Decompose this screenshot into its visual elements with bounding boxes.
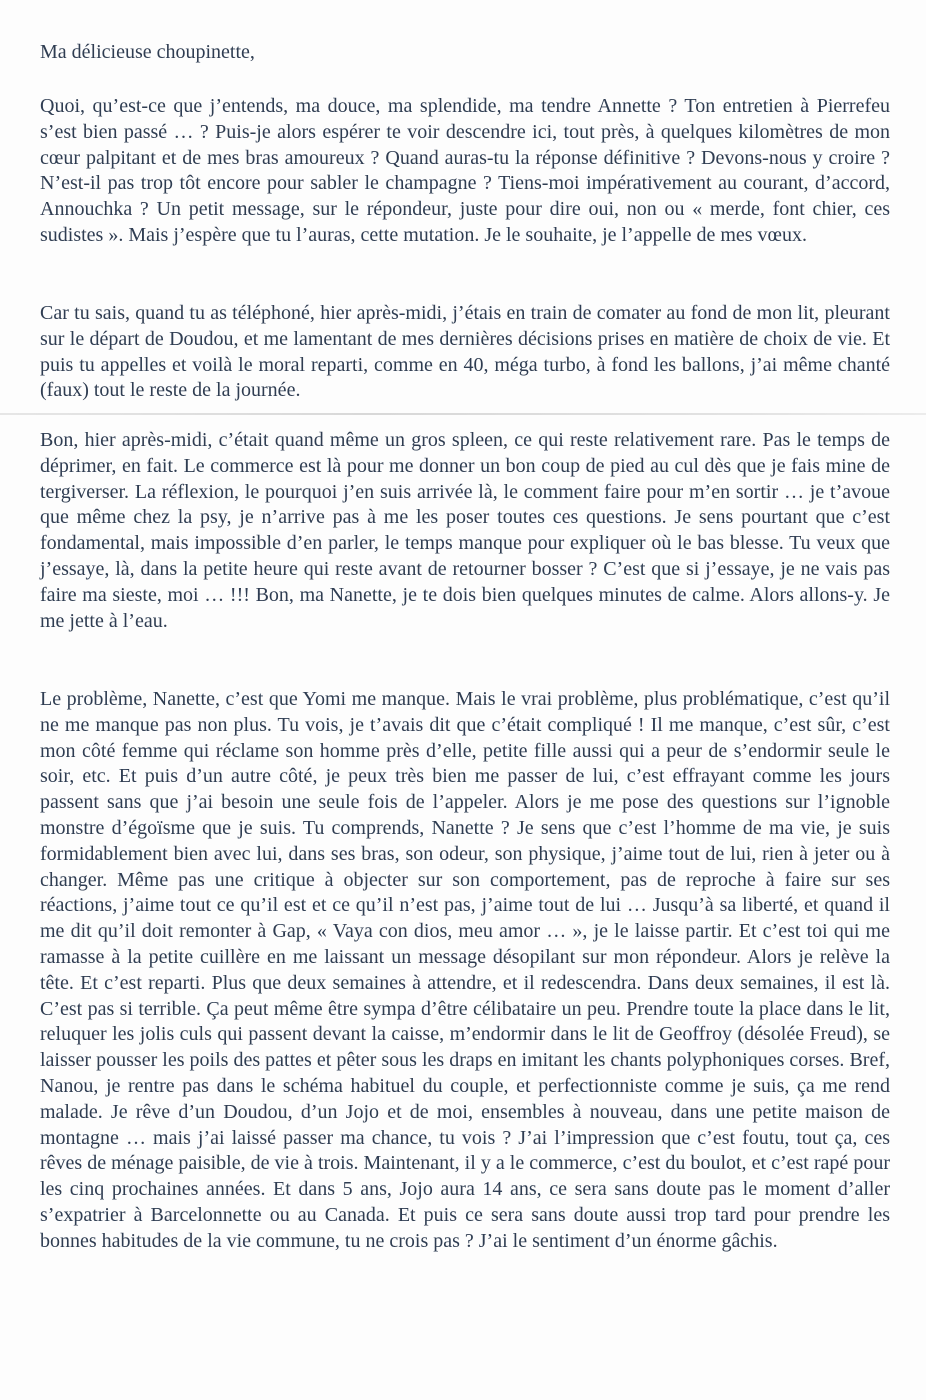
letter-paragraph-3: Bon, hier après-midi, c’était quand même un gros spleen, ce qui reste relativement rare. Pas le temps de déprimer, en fait. Le commerce est là pour me donner un bon coup de pied au cul dès que je fais mine de tergiverser. La réflexion, le pourquoi j’en suis arrivée là, le comment faire pour m’en sortir … je t’avoue que même chez la psy, je n’arrive pas à me les poser toutes ces questions. Je sens pourtant que c’est fondamental, mais impossible d’en parler, le temps manque pour expliquer où le bas blesse. Tu veux que j’essaye, là, dans la petite heure qui reste avant de retourner bosser ? C’est que si j’essaye, je ne vais pas faire ma sieste, moi … !!! Bon, ma Nanette, je te dois bien quelques minutes de calme. Alors allons-y. Je me jette à l’eau. (40, 429, 890, 632)
letter-paragraph-2: Car tu sais, quand tu as téléphoné, hier après-midi, j’étais en train de comater au fond de mon lit, pleurant sur le départ de Doudou, et me lamentant de mes dernières décisions prises en matière de choix de vie. Et puis tu appelles et voilà le moral reparti, comme en 40, méga turbo, à fond les ballons, j’ai même chanté (faux) tout le reste de la journée. (40, 302, 890, 402)
page-fold-line (0, 413, 926, 415)
letter-paragraph-4: Le problème, Nanette, c’est que Yomi me manque. Mais le vrai problème, plus problématique, c’est qu’il ne me manque pas non plus. Tu vois, je t’avais dit que c’était compliqué ! Il me manque, c’est sûr, c’est mon côté femme qui réclame son homme près d’elle, petite fille aussi qui a peur de s’endormir seule le soir, etc. Et puis d’un autre côté, je peux très bien me passer de lui, c’est effrayant comme les jours passent sans que j’ai besoin une seule fois de l’appeler. Alors je me pose des questions sur l’ignoble monstre d’égoïsme que je suis. Tu comprends, Nanette ? Je sens que c’est l’homme de ma vie, je suis formidablement bien avec lui, dans ses bras, son odeur, son physique, j’aime tout de lui, rien à jeter ou à changer. Même pas une critique à objecter sur son comportement, pas de reproche à faire sur ses réactions, j’aime tout ce qu’il est et ce qu’il n’est pas, j’aime tout de lui … Jusqu’à sa liberté, et quand il me dit qu’il doit remonter à Gap, « Vaya con dios, meu amor … », je le laisse partir. Et c’est toi qui me ramasse à la petite cuillère en me laissant un message désopilant sur mon répondeur. Alors je relève la tête. Et c’est reparti. Plus que deux semaines à attendre, et il redescendra. Dans deux semaines, il est là. C’est pas si terrible. Ça peut même être sympa d’être célibataire un peu. Prendre toute la place dans le lit, reluquer les jolis culs qui passent devant la caisse, m’endormir dans le lit de Geoffroy (désolée Freud), se laisser pousser les poils des pattes et pêter sous les draps en imitant les chants polyphoniques corses. Bref, Nanou, je rentre pas dans le schéma habituel du couple, et perfectionniste comme je suis, ça me rend malade. Je rêve d’un Doudou, d’un Jojo et de moi, ensembles à nouveau, dans une petite maison de montagne … mais j’ai laissé passer ma chance, tu vois ? J’ai l’impression que c’est foutu, tout ça, ces rêves de ménage paisible, de vie à trois. Maintenant, il y a le commerce, c’est du boulot, et c’est rapé pour les cinq prochaines années. Et dans 5 ans, Jojo aura 14 ans, ce sera sans doute pas le moment d’aller s’expatrier à Barcelonnette ou au Canada. Et puis ce sera sans doute aussi trop tard pour prendre les bonnes habitudes de la vie commune, tu ne crois pas ? J’ai le sentiment d’un énorme gâchis. (40, 688, 890, 1252)
letter-paragraph-1: Quoi, qu’est-ce que j’entends, ma douce, ma splendide, ma tendre Annette ? Ton entretien à Pierrefeu s’est bien passé … ? Puis-je alors espérer te voir descendre ici, tout près, à quelques kilomètres de mon cœur palpitant et de mes bras amoureux ? Quand auras-tu la réponse définitive ? Devons-nous y croire ? N’est-il pas trop tôt encore pour sabler le champagne ? Tiens-moi impérativement au courant, d’accord, Annouchka ? Un petit message, sur le répondeur, juste pour dire oui, non ou « merde, font chier, ces sudistes ». Mais j’espère que tu l’auras, cette mutation. Je le souhaite, je l’appelle de mes vœux. (40, 95, 890, 246)
letter-greeting: Ma délicieuse choupinette, (40, 41, 255, 63)
